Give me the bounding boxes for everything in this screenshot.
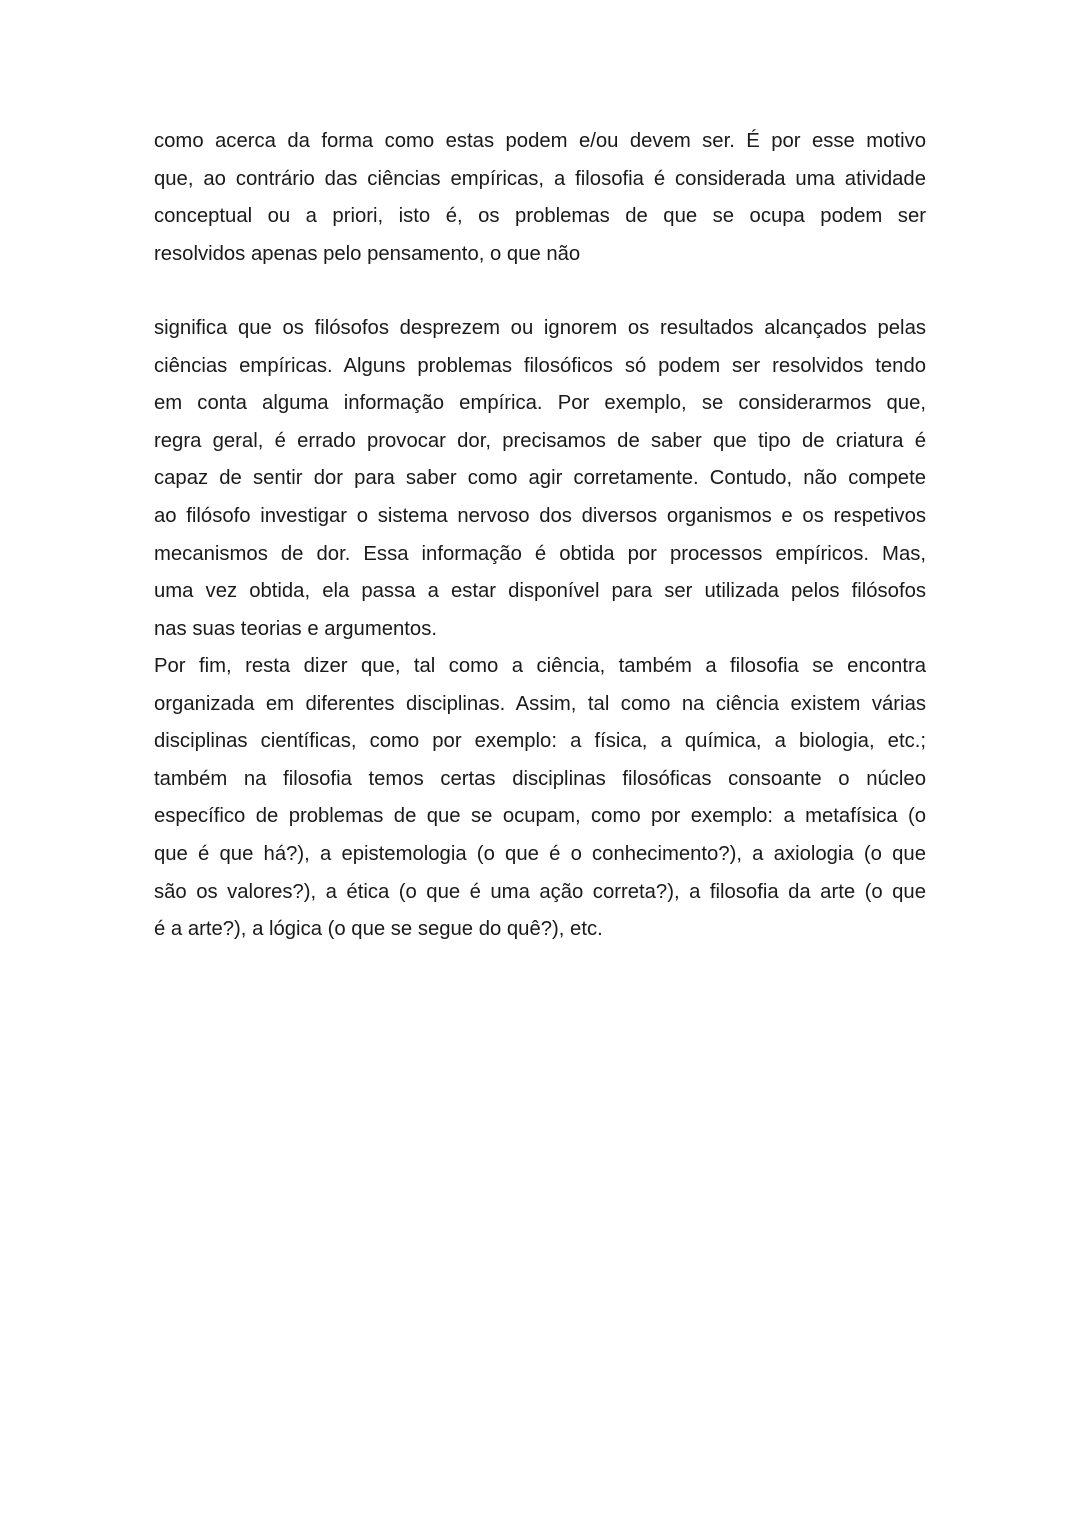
text-line: conceptual ou a priori, isto é, os problemas de que se ocupa podem ser	[154, 205, 926, 228]
text-line: específico de problemas de que se ocupam, como por exemplo: a metafísica (o	[154, 805, 926, 828]
text-line: resolvidos apenas pelo pensamento, o que não	[154, 242, 581, 265]
text-line: significa que os filósofos desprezem ou ignorem os resultados alcançados pelas	[154, 317, 926, 339]
text-line: uma vez obtida, ela passa a estar disponível para ser utilizada pelos filósofos	[154, 580, 926, 603]
paragraph-2	[154, 310, 926, 648]
text-line: organizada em diferentes disciplinas. Assim, tal como na ciência existem várias	[154, 692, 926, 715]
paragraph-3	[154, 648, 926, 949]
text-line: nas suas teorias e argumentos.	[154, 617, 437, 640]
paragraph-1	[154, 123, 926, 273]
text-line: em conta alguma informação empírica. Por exemplo, se considerarmos que,	[154, 392, 926, 415]
text-line: também na filosofia temos certas disciplinas filosóficas consoante o núcleo	[154, 767, 926, 790]
text-line: que, ao contrário das ciências empíricas, a filosofia é considerada uma atividade	[154, 167, 926, 190]
text-line: capaz de sentir dor para saber como agir corretamente. Contudo, não compete	[154, 467, 926, 490]
text-line: Por fim, resta dizer que, tal como a ciência, também a filosofia se encontra	[154, 655, 926, 677]
text-line: regra geral, é errado provocar dor, precisamos de saber que tipo de criatura é	[154, 429, 926, 452]
text-line: como acerca da forma como estas podem e/ou devem ser. É por esse motivo	[154, 130, 926, 152]
text-line: ao filósofo investigar o sistema nervoso dos diversos organismos e os respetivos	[154, 504, 926, 527]
text-line: que é que há?), a epistemologia (o que é o conhecimento?), a axiologia (o que	[154, 842, 926, 865]
text-line: é a arte?), a lógica (o que se segue do quê?), etc.	[154, 918, 603, 941]
text-line: mecanismos de dor. Essa informação é obtida por processos empíricos. Mas,	[154, 542, 926, 565]
text-line: ciências empíricas. Alguns problemas filosóficos só podem ser resolvidos tendo	[154, 354, 926, 377]
text-line: são os valores?), a ética (o que é uma ação correta?), a filosofia da arte (o que	[154, 880, 926, 903]
text-line: disciplinas científicas, como por exemplo: a física, a química, a biologia, etc.;	[154, 730, 926, 753]
